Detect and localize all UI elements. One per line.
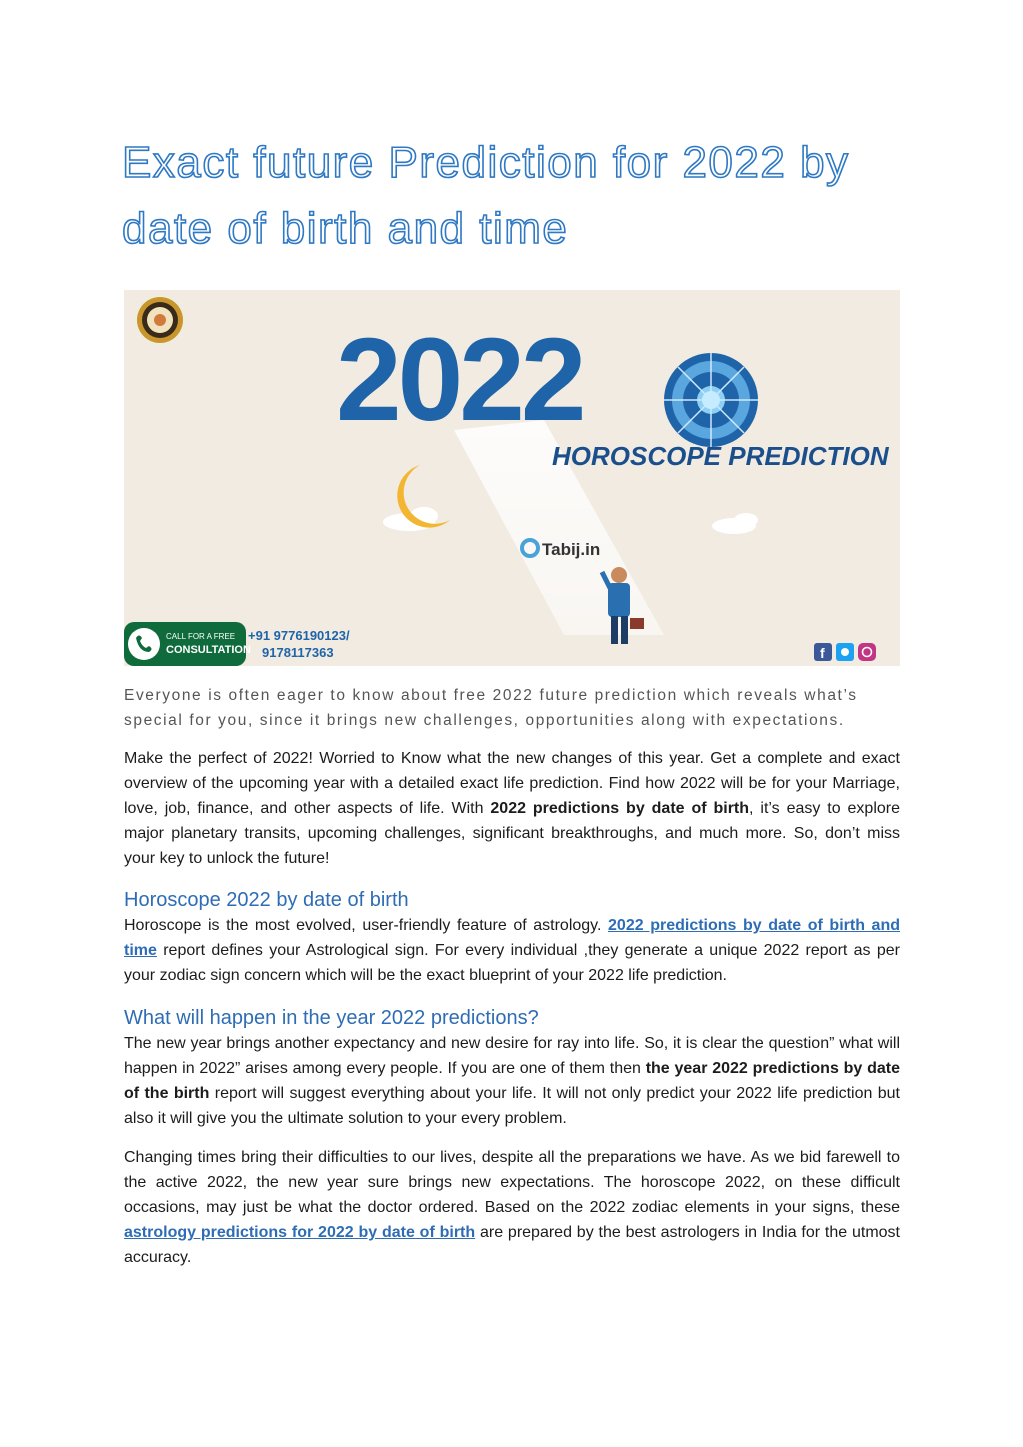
facebook-icon — [814, 643, 832, 661]
banner-image — [124, 290, 900, 666]
text: are prepared by the best astrologers in India for the utmost accuracy. — [124, 1224, 900, 1266]
text: Make the perfect of 2022! Worried to Know what the new changes of this year. Get a complete and exact overview of the upcoming year with a detailed exact life prediction. Find how 2022 will be for your Marriage, love, job, finance, and other aspects of life. With — [124, 750, 900, 817]
zodiac-wheel-icon — [664, 353, 758, 447]
text: report will suggest everything about your life. It will not only predict your 2022 life prediction but also it will give you the ultimate solution to your every problem. — [124, 1085, 900, 1127]
predictions-link[interactable]: 2022 predictions by date of birth and time — [124, 917, 901, 959]
astrology-predictions-link[interactable]: astrology predictions for 2022 by date of birth — [124, 1224, 476, 1241]
page-title: Exact future Prediction for 2022 by date of birth and time — [122, 138, 850, 253]
paragraph-horoscope — [124, 913, 900, 988]
paragraph-what-will-happen — [124, 1031, 900, 1131]
text: The new year brings another expectancy and new desire for ray into life. So, it is clear the question” what will happen in 2022” arises among every people. If you are one of them then — [124, 1035, 900, 1077]
bold-phrase: the year 2022 predictions by date of the birth — [124, 1060, 901, 1102]
paragraph-overview — [124, 746, 900, 871]
call-line2: CONSULTATION — [166, 644, 251, 656]
phone-number-1: +91 9776190123/ — [248, 628, 350, 643]
twitter-icon — [836, 643, 854, 661]
bold-phrase: 2022 predictions by date of birth — [490, 800, 750, 817]
call-line1: CALL FOR A FREE — [166, 632, 236, 641]
intro-paragraph: Everyone is often eager to know about free 2022 future prediction which reveals what’s special for you, since it brings new challenges, opportunities along with expectations. — [124, 687, 858, 729]
instagram-icon — [858, 643, 876, 661]
phone-number-2: 9178117363 — [262, 645, 334, 660]
banner-heading: HOROSCOPE PREDICTION — [552, 441, 889, 471]
text: report defines your Astrological sign. For every individual ,they generate a unique 2022 report as per your zodiac sign concern which will be the exact blueprint of your 2022 life prediction. — [124, 942, 900, 984]
banner-year: 2022 — [336, 314, 583, 446]
svg-text:f: f — [820, 645, 825, 661]
text: Changing times bring their difficulties to our lives, despite all the preparations we have. As we bid farewell to the active 2022, the new year sure brings new expectations. The horoscope 2022, on these difficult occasions, may just be what the doctor ordered. Based on the 2022 zodiac elements in your signs, these — [124, 1149, 900, 1216]
call-badge — [124, 622, 251, 666]
text: Horoscope is the most evolved, user-friendly feature of astrology. — [124, 917, 609, 934]
banner-graphic — [124, 290, 900, 666]
brand-name: Tabij.in — [542, 540, 601, 559]
section-heading-horoscope: Horoscope 2022 by date of birth — [124, 889, 409, 911]
logo-seal-icon — [137, 297, 183, 343]
paragraph-changing-times — [124, 1145, 900, 1270]
section-heading-what-will-happen: What will happen in the year 2022 predictions? — [124, 1007, 539, 1029]
text: , it’s easy to explore major planetary transits, upcoming challenges, significant breakthroughs, and much more. So, don’t miss your key to unlock the future! — [124, 800, 901, 867]
